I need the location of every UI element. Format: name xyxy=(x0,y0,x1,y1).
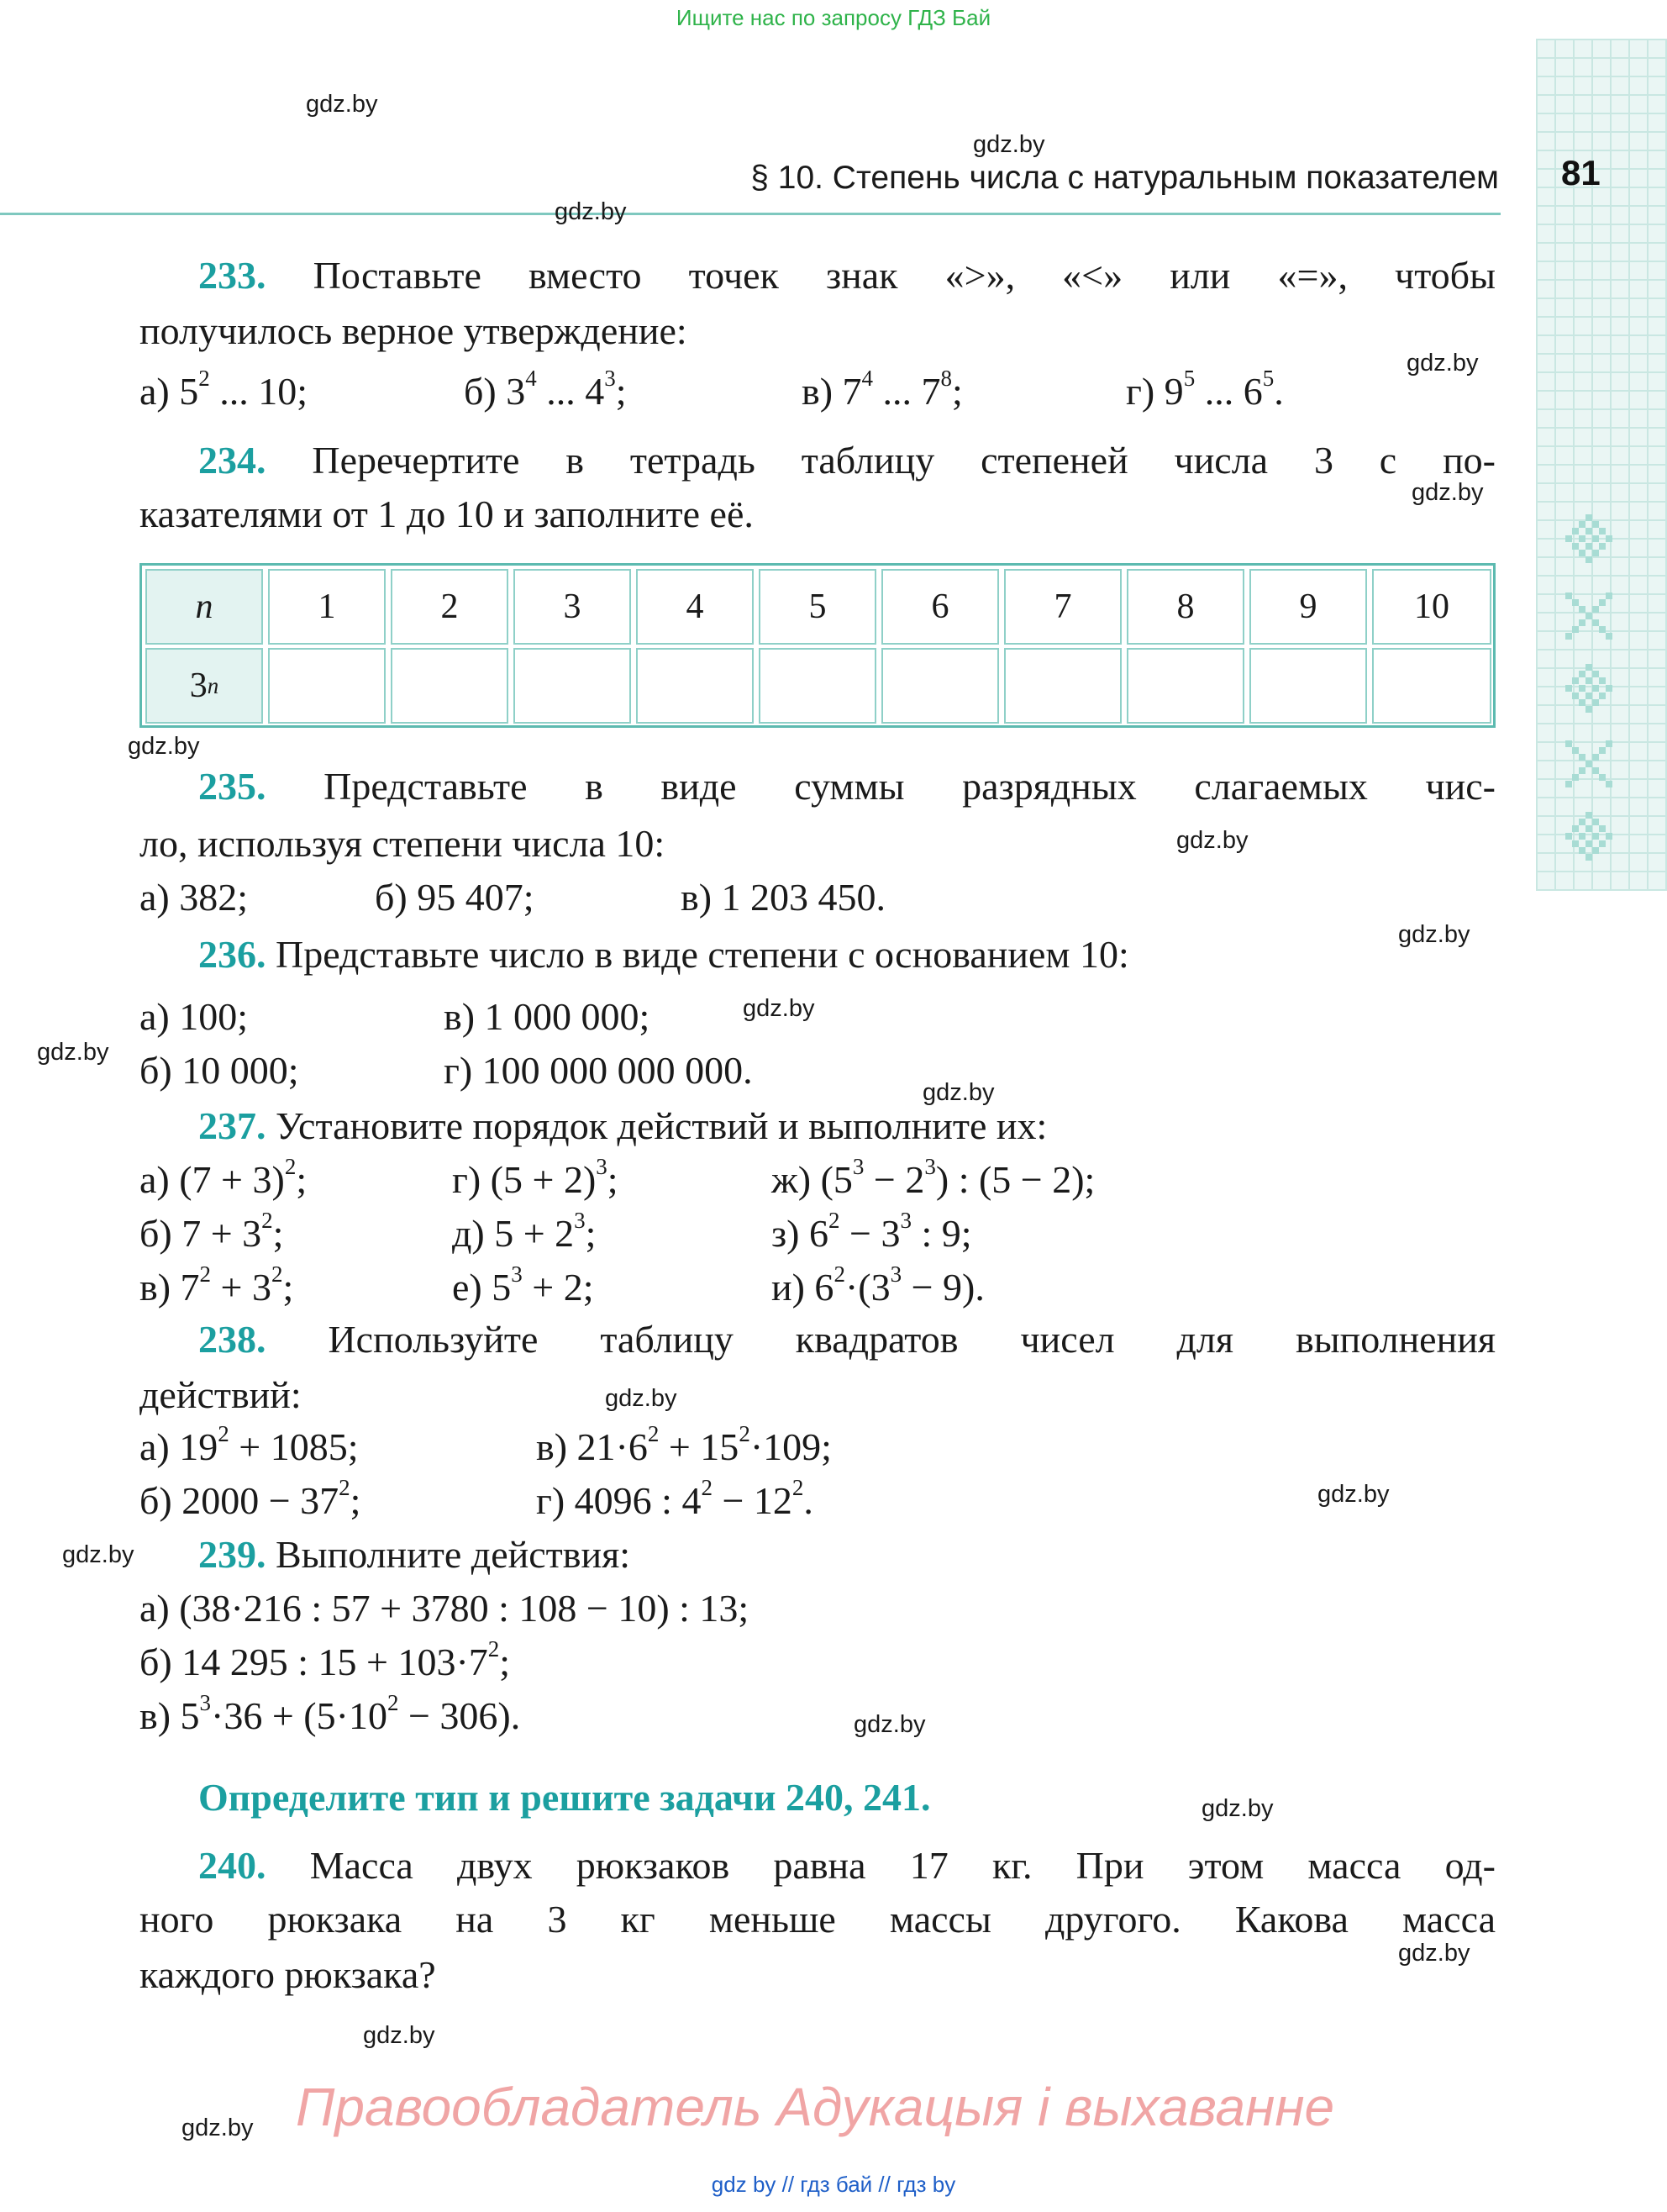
ornament-icon xyxy=(1564,664,1613,713)
problem-number: 240. xyxy=(198,1844,266,1887)
table-head-n: n xyxy=(145,569,263,645)
problem-239-item-b: б) 14 295 : $15 + 103\cdot 7^2$; xyxy=(139,1636,511,1683)
problem-number: 237. xyxy=(198,1104,266,1147)
problem-238-item-v: в) $21\cdot 6^2 + 15^2\cdot 109$; xyxy=(536,1421,832,1468)
watermark: gdz.by xyxy=(1412,479,1484,506)
table-empty-cell xyxy=(391,648,508,724)
table-col-header: 9 xyxy=(1249,569,1367,645)
table-empty-cell xyxy=(268,648,386,724)
problem-text: Представьте число в виде степени с основанием 10: xyxy=(276,933,1129,976)
problem-233-line2: получилось верное утверждение: xyxy=(139,309,687,352)
problem-text: Перечертите в тетрадь таблицу степеней числа 3 с по- xyxy=(312,439,1496,482)
watermark: gdz.by xyxy=(1407,350,1479,377)
problem-237-item-b: б) $7 + 3^2$; xyxy=(139,1208,284,1255)
table-empty-cell xyxy=(881,648,999,724)
problem-239-item-a: а) (38·216 : 57 + 3780 : 108 − 10) : 13; xyxy=(139,1587,749,1630)
table-empty-cell xyxy=(513,648,631,724)
problem-239-item-v: в) $5^3\cdot 36 + (5\cdot 10^2 - 306)$. xyxy=(139,1690,521,1737)
table-col-header: 10 xyxy=(1372,569,1491,645)
problem-237-item-a: а) $(7 + 3)^2$; xyxy=(139,1154,308,1201)
problem-text: Поставьте вместо точек знак «>», «<» или «=», чтобы xyxy=(313,254,1496,297)
task-heading: Определите тип и решите задачи 240, 241. xyxy=(198,1776,931,1819)
watermark: gdz.by xyxy=(181,2115,254,2141)
watermark: gdz.by xyxy=(743,995,815,1022)
problem-238-item-g: г) 4096 : $4^2 - 12^2$. xyxy=(536,1475,813,1522)
table-col-header: 8 xyxy=(1127,569,1244,645)
problem-237-item-g: г) $(5 + 2)^3$; xyxy=(452,1154,618,1201)
problem-235-item-b: б) 95 407; xyxy=(375,876,534,919)
problem-237-item-e: е) $5^3 + 2$; xyxy=(452,1261,594,1309)
problem-238-line1 xyxy=(198,1316,1496,1363)
problem-237-item-d: д) $5 + 2^3$; xyxy=(452,1208,597,1255)
watermark: gdz.by xyxy=(923,1079,995,1106)
problem-number: 234. xyxy=(198,439,266,482)
bottom-banner[interactable]: gdz by // гдз бай // гдз by xyxy=(711,2172,956,2197)
ornament-icon xyxy=(1564,592,1613,640)
table-col-header: 2 xyxy=(391,569,508,645)
problem-236-item-b: б) 10 000; xyxy=(139,1049,299,1092)
problem-238-line2: действий: xyxy=(139,1373,302,1416)
table-empty-cell xyxy=(1004,648,1122,724)
problem-233-line1 xyxy=(198,252,1496,299)
problem-number: 233. xyxy=(198,254,266,297)
watermark: gdz.by xyxy=(1317,1481,1390,1508)
watermark: gdz.by xyxy=(1202,1795,1274,1822)
table-head-3n: 3 n xyxy=(145,648,263,724)
problem-237-item-i: и) $6^2\cdot(3^3 - 9)$. xyxy=(771,1261,985,1309)
problem-236-item-g: г) 100 000 000 000. xyxy=(444,1049,753,1092)
ornament-icon xyxy=(1564,514,1613,563)
watermark: gdz.by xyxy=(555,198,627,225)
problem-text: Используйте таблицу квадратов чисел для выполнения xyxy=(328,1318,1496,1361)
watermark: gdz.by xyxy=(363,2022,435,2049)
problem-239-line1 xyxy=(198,1531,630,1578)
problem-237-item-zh: ж) $(5^3 - 2^3)$ : (5 − 2); xyxy=(771,1154,1096,1201)
problem-240-line3: каждого рюкзака? xyxy=(139,1953,436,1996)
section-title: § 10. Степень числа с натуральным показателем xyxy=(750,160,1499,196)
table-col-header: 7 xyxy=(1004,569,1122,645)
problem-235-line2: ло, используя степени числа 10: xyxy=(139,822,665,865)
problem-text: Выполните действия: xyxy=(276,1533,631,1576)
table-col-header: 1 xyxy=(268,569,386,645)
table-empty-cell xyxy=(1249,648,1367,724)
watermark: gdz.by xyxy=(605,1385,677,1412)
problem-240-line1 xyxy=(198,1842,1496,1889)
ornament-icon xyxy=(1564,740,1613,788)
watermark: gdz.by xyxy=(973,131,1045,158)
problem-text: Масса двух рюкзаков равна 17 кг. При этом масса од- xyxy=(309,1844,1496,1887)
problem-number: 235. xyxy=(198,765,266,808)
problem-237-item-v: в) $7^2 + 3^2$; xyxy=(139,1261,294,1309)
problem-233-item-v: в) $7^4$ ... $7^8$; xyxy=(802,366,963,413)
ornament-icon xyxy=(1564,812,1613,861)
watermark: gdz.by xyxy=(1176,827,1249,854)
table-empty-cell xyxy=(636,648,754,724)
watermark: gdz.by xyxy=(128,733,200,760)
problem-235-item-a: а) 382; xyxy=(139,876,249,919)
problem-text: Представьте в виде суммы разрядных слагаемых чис- xyxy=(323,765,1496,808)
top-banner[interactable]: Ищите нас по запросу ГДЗ Бай xyxy=(676,5,991,30)
problem-number: 239. xyxy=(198,1533,266,1576)
problem-233-item-a: а) $5^2$ ... 10; xyxy=(139,366,308,413)
powers-table xyxy=(139,563,1496,728)
table-col-header: 3 xyxy=(513,569,631,645)
problem-number: 236. xyxy=(198,933,266,976)
header-rule xyxy=(0,213,1501,215)
table-empty-cell xyxy=(1372,648,1491,724)
copyright-notice: Правообладатель Адукацыя і выхаванне xyxy=(296,2077,1335,2137)
problem-number: 238. xyxy=(198,1318,266,1361)
table-empty-cell xyxy=(759,648,876,724)
watermark: gdz.by xyxy=(62,1541,134,1568)
table-col-header: 5 xyxy=(759,569,876,645)
table-col-header: 6 xyxy=(881,569,999,645)
table-col-header: 4 xyxy=(636,569,754,645)
page-number: 81 xyxy=(1561,153,1601,192)
watermark: gdz.by xyxy=(37,1039,109,1066)
watermark: gdz.by xyxy=(1398,921,1470,948)
problem-233-item-b: б) $3^4$ ... $4^3$; xyxy=(464,366,627,413)
problem-236-line1 xyxy=(198,931,1129,978)
problem-text: Установите порядок действий и выполните их: xyxy=(276,1104,1048,1147)
problem-235-line1 xyxy=(198,763,1496,810)
problem-240-line2: ного рюкзака на 3 кг меньше массы другого. Какова масса xyxy=(139,1898,1496,1941)
problem-237-line1 xyxy=(198,1103,1047,1150)
problem-237-item-z: з) $6^2 - 3^3$ : 9; xyxy=(771,1208,972,1255)
problem-236-item-v: в) 1 000 000; xyxy=(444,995,650,1038)
table-empty-cell xyxy=(1127,648,1244,724)
problem-236-item-a: а) 100; xyxy=(139,995,249,1038)
watermark: gdz.by xyxy=(306,91,378,118)
problem-238-item-b: б) $2000 - 37^2$; xyxy=(139,1475,361,1522)
watermark: gdz.by xyxy=(854,1711,926,1738)
watermark: gdz.by xyxy=(1398,1940,1470,1967)
problem-233-item-g: г) $9^5$ ... $6^5$. xyxy=(1126,366,1284,413)
problem-238-item-a: а) $19^2 + 1085$; xyxy=(139,1421,359,1468)
problem-234-line1 xyxy=(198,437,1496,484)
problem-235-item-v: в) 1 203 450. xyxy=(681,876,886,919)
problem-234-line2: казателями от 1 до 10 и заполните её. xyxy=(139,492,754,535)
